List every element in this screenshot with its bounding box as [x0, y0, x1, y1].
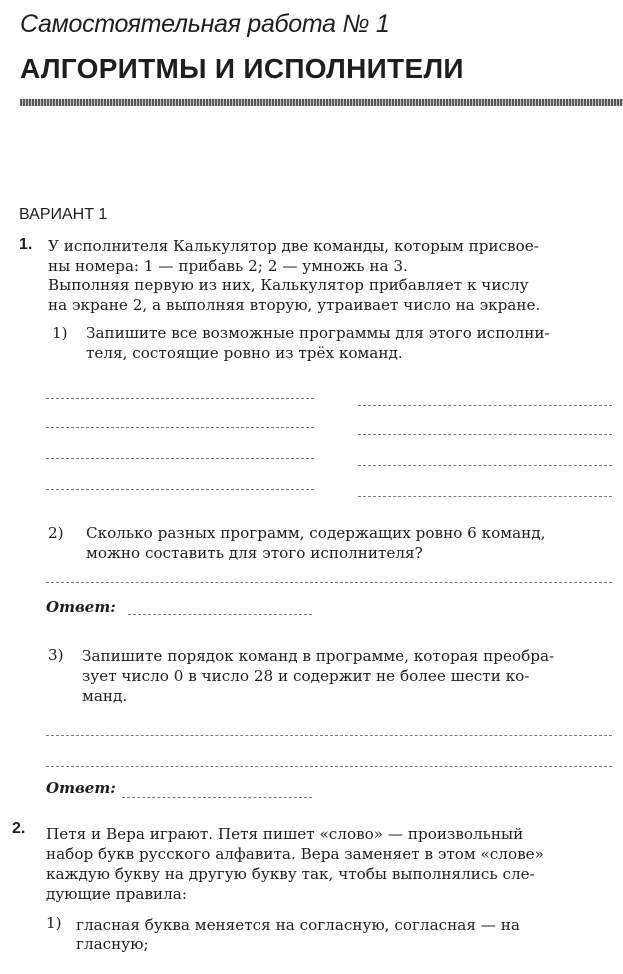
q2-answer-label: Ответ: [46, 598, 116, 616]
task1-number: 1. [19, 236, 33, 253]
task2-line: Петя и Вера играют. Петя пишет «слово» — произвольный [46, 825, 524, 843]
rule1-number: 1) [46, 914, 62, 932]
variant-label: ВАРИАНТ 1 [19, 206, 108, 223]
task2-line: дующие правила: [46, 885, 187, 903]
q2-number: 2) [48, 524, 64, 542]
q2-line: Сколько разных программ, содержащих ровно 6 команд, [86, 524, 546, 542]
answer-line [46, 489, 314, 490]
q1-line: Запишите все возможные программы для этого исполни- [86, 324, 550, 342]
rule1-line: гласная буква меняется на согласную, согласная — на [76, 916, 520, 934]
worksheet-title: АЛГОРИТМЫ И ИСПОЛНИТЕЛИ [20, 53, 464, 84]
task2-number: 2. [12, 820, 26, 837]
answer-line [46, 582, 612, 583]
task2-line: каждую букву на другую букву так, чтобы выполнялись сле- [46, 865, 535, 883]
answer-line [358, 434, 612, 435]
q3-answer-label: Ответ: [46, 779, 116, 797]
task1-line: У исполнителя Калькулятор две команды, которым присвое- [48, 237, 539, 255]
q3-answer-line [122, 797, 312, 798]
q3-number: 3) [48, 646, 64, 664]
task1-line: ны номера: 1 — прибавь 2; 2 — умножь на 3. [48, 257, 408, 275]
rule1-line: гласную; [76, 935, 149, 953]
q2-line: можно составить для этого исполнителя? [86, 544, 423, 562]
answer-line [46, 735, 612, 736]
answer-line [358, 496, 612, 497]
worksheet-subtitle: Самостоятельная работа № 1 [20, 10, 390, 38]
task2-line: набор букв русского алфавита. Вера заменяет в этом «слове» [46, 845, 544, 863]
title-divider [20, 99, 623, 106]
answer-line [358, 465, 612, 466]
task1-line: Выполняя первую из них, Калькулятор прибавляет к числу [48, 276, 529, 294]
q2-answer-line [128, 614, 312, 615]
answer-line [358, 405, 612, 406]
answer-line [46, 398, 314, 399]
answer-line [46, 766, 612, 767]
answer-line [46, 458, 314, 459]
task1-line: на экране 2, а выполняя вторую, утраивает число на экране. [48, 296, 541, 314]
q1-number: 1) [52, 324, 68, 342]
q3-line: Запишите порядок команд в программе, которая преобра- [82, 647, 555, 665]
answer-line [46, 427, 314, 428]
q3-line: манд. [82, 687, 128, 705]
q3-line: зует число 0 в число 28 и содержит не более шести ко- [82, 667, 530, 685]
q1-line: теля, состоящие ровно из трёх команд. [86, 344, 403, 362]
